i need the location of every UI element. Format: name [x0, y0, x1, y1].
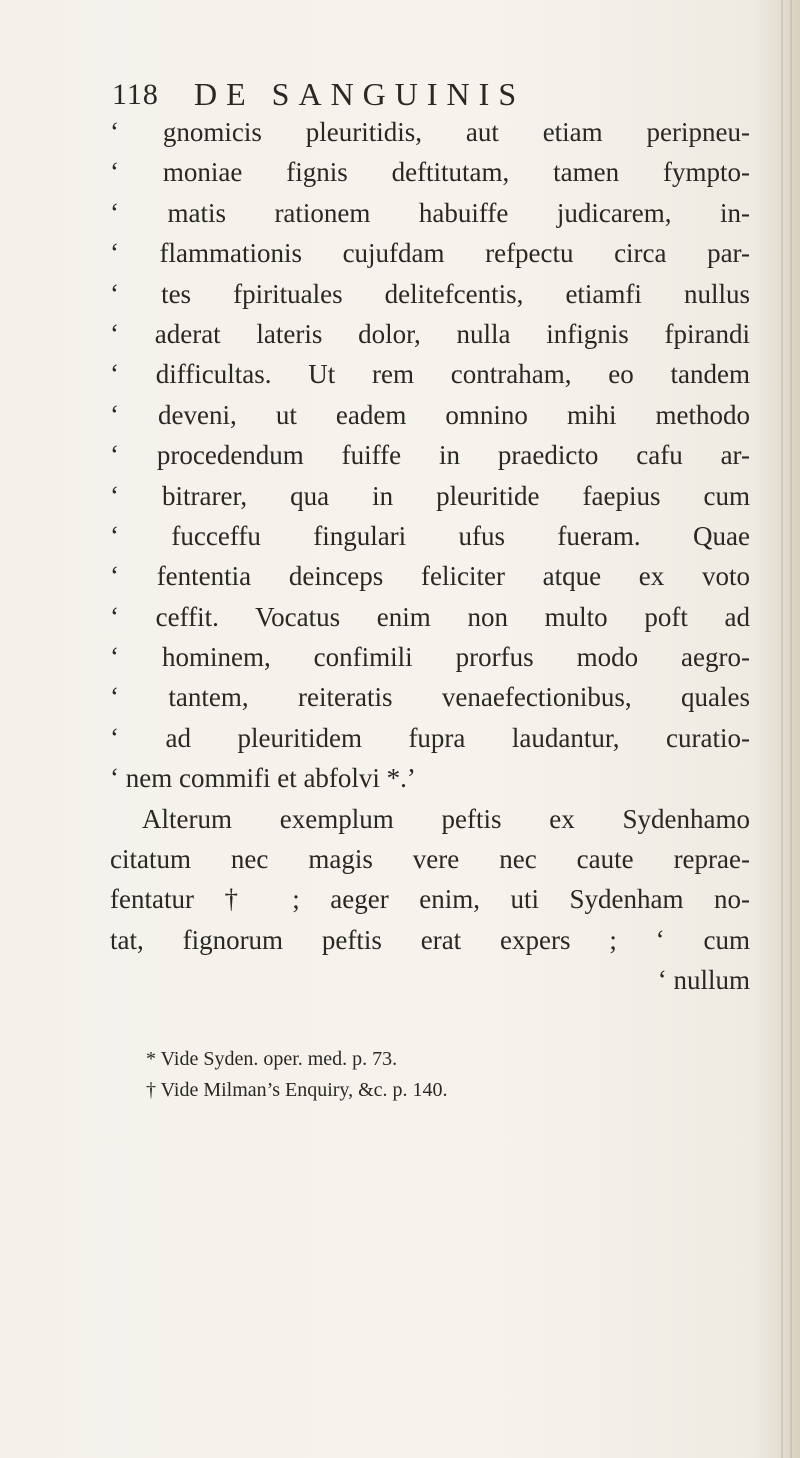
text-line: ‘ fucceffu fingulari ufus fueram. Quae [110, 520, 750, 551]
text-line: tat, fignorum peftis erat expers ; ‘ cum [110, 924, 750, 955]
text-line: fentatur † ; aeger enim, uti Sydenham no- [110, 884, 750, 915]
text-line: ‘ flammationis cujufdam refpectu circa par- [110, 238, 750, 269]
text-line: ‘ nem commifi et abfolvi *.’ [110, 763, 416, 794]
text-line: ‘ difficultas. Ut rem contraham, eo tandem [110, 359, 750, 390]
text-line: ‘ matis rationem habuiffe judicarem, in- [110, 197, 750, 228]
running-head: DE SANGUINIS [194, 76, 526, 112]
text-line: ‘ hominem, confimili prorfus modo aegro- [110, 642, 750, 673]
text-line: ‘ procedendum fuiffe in praedicto cafu ar- [110, 440, 750, 471]
text-line: ‘ tantem, reiteratis venaefectionibus, quales [110, 682, 750, 713]
page-edge-shadow [790, 0, 792, 1458]
text-line: ‘ fententia deinceps feliciter atque ex voto [110, 561, 750, 592]
text-line: ‘ bitrarer, qua in pleuritide faepius cum [110, 480, 750, 511]
text-line: ‘ tes fpirituales delitefcentis, etiamfi nullus [110, 278, 750, 309]
text-line: ‘ deveni, ut eadem omnino mihi methodo [110, 399, 750, 430]
text-line: citatum nec magis vere nec caute reprae- [110, 844, 750, 875]
catchword: ‘ nullum [657, 965, 750, 996]
text-line: ‘ aderat lateris dolor, nulla infignis fpirandi [110, 318, 750, 349]
footnote: † Vide Milman’s Enquiry, &c. p. 140. [146, 1079, 448, 1101]
page-edge-shadow [781, 0, 783, 1458]
page-number: 118 [112, 78, 159, 111]
footnotes [146, 1044, 706, 1106]
text-line: ‘ ad pleuritidem fupra laudantur, curatio- [110, 722, 750, 753]
text-line: ‘ gnomicis pleuritidis, aut etiam peripneu- [110, 117, 750, 147]
text-line: ‘ ceffit. Vocatus enim non multo poft ad [110, 601, 750, 632]
text-line: Alterum exemplum peftis ex Sydenhamo [142, 803, 750, 834]
footnote: * Vide Syden. oper. med. p. 73. [146, 1048, 398, 1070]
body-text [110, 112, 750, 1001]
text-line: ‘ moniae fignis deftitutam, tamen fympto- [110, 157, 750, 188]
